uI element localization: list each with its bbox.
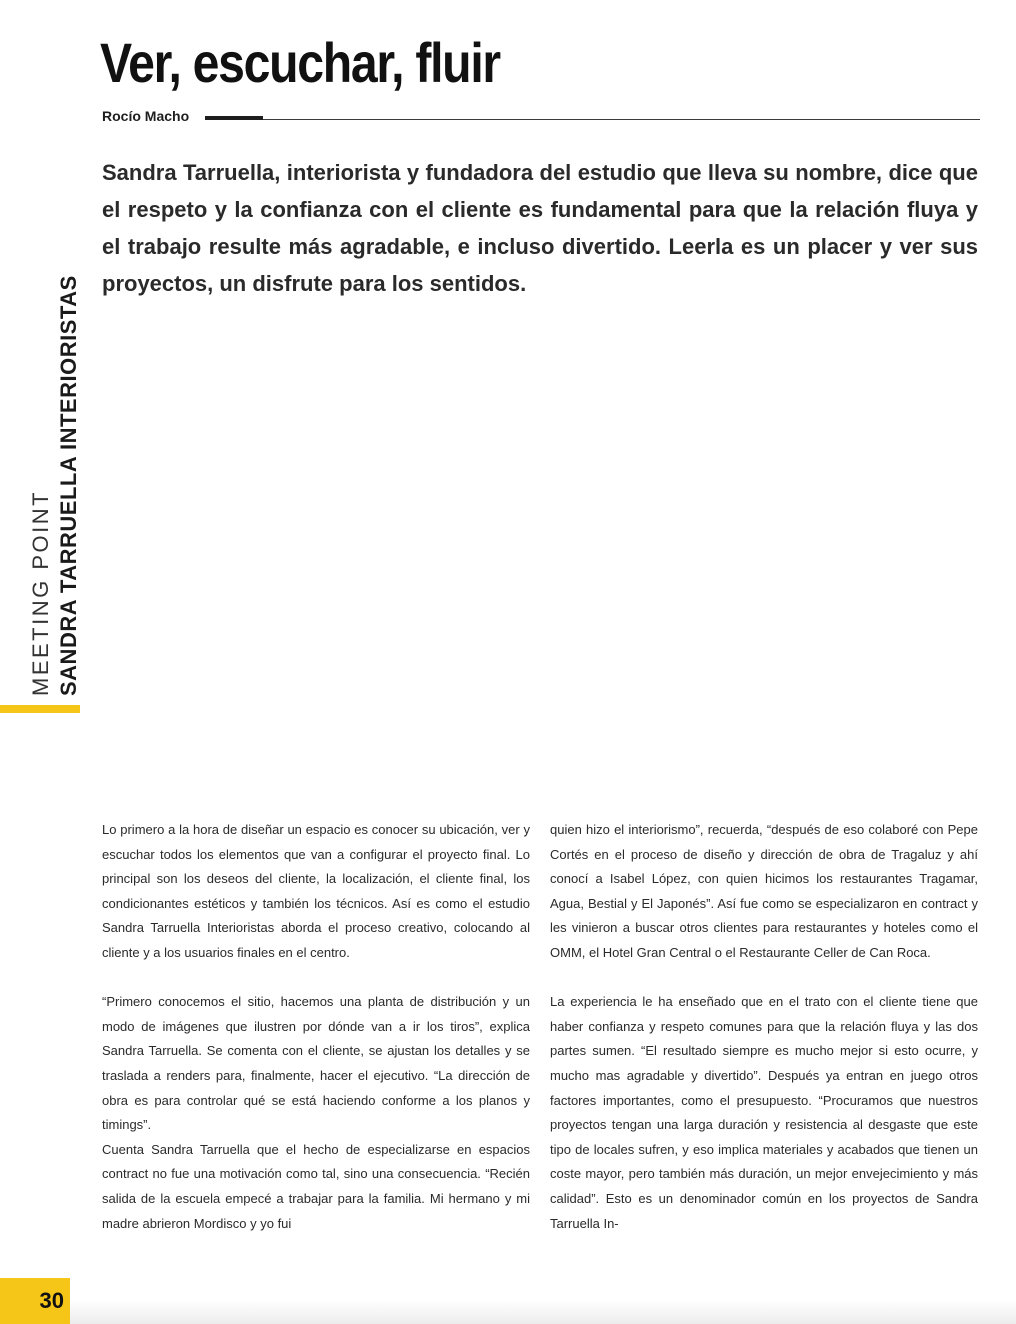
body-paragraph: La experiencia le ha enseñado que en el trato con el cliente tiene que haber confianza y respeto comunes para que la relación fluya y las dos partes sumen. “El resultado siempre es mucho mejor si esto ocurre, y mucho mas agradable y divertido”. Después ya entran en juego otros factores importantes, como el presupuesto. “Procuramos que nuestros proyectos tengan una larga duración y resistencia al desgaste que este tipo de locales sufren, y eso implica materiales y acabados que tienen un coste mayor, pero también más duración, un mejor envejecimiento y más calidad”. Esto es un denominador común en los proyectos de Sandra Tarruella In- [550, 994, 978, 1231]
body-paragraph: Cuenta Sandra Tarruella que el hecho de especializarse en espacios contract no fue una motivación como tal, sino una consecuencia. “Recién salida de la escuela empecé a trabajar para la familia. Mi hermano y mi madre abrieron Mordisco y yo fui [102, 1141, 530, 1231]
byline-rule-thin [263, 119, 980, 120]
article-title: Ver, escuchar, fluir [100, 31, 500, 94]
page-number: 30 [0, 1278, 70, 1324]
section-subject: SANDRA TARRUELLA INTERIORISTAS [56, 275, 81, 696]
lead-paragraph: Sandra Tarruella, interiorista y fundadora del estudio que lleva su nombre, dice que el respeto y la confianza con el cliente es fundamental para que la relación fluya y el trabajo resulte más agradable, e incluso divertido. Leerla es un placer y ver sus proyectos, un disfrute para los sentidos. [102, 160, 978, 296]
sidebar-accent-bar [0, 705, 80, 713]
body-paragraph: “Primero conocemos el sitio, hacemos una planta de distribución y un modo de imágenes que ilustren por dónde van a ir los tiros”, explica Sandra Tarruella. Se comenta con el cliente, se ajustan los detalles y se traslada a renders para, finalmente, hacer el ejecutivo. “La dirección de obra es para controlar qué se está haciendo conforme a los planos y timings”. [102, 994, 530, 1133]
byline-rule-thick [205, 116, 263, 120]
author-byline: Rocío Macho [102, 108, 190, 124]
page-bottom-shade [70, 1300, 1016, 1324]
body-column-left [102, 818, 530, 1236]
body-paragraph: Lo primero a la hora de diseñar un espacio es conocer su ubicación, ver y escuchar todos los elementos que van a configurar el proyecto final. Lo principal son los deseos del cliente, la localización, el cliente final, los condicionantes estéticos y también los técnicos. Así es como el estudio Sandra Tarruella Interioristas aborda el proceso creativo, colocando al cliente y a los usuarios finales en el centro. [102, 822, 530, 960]
body-paragraph: quien hizo el interiorismo”, recuerda, “después de eso colaboré con Pepe Cortés en el proceso de diseño y dirección de obra de Tragaluz y ahí conocí a Isabel López, con quien hicimos los restaurantes Tragamar, Agua, Bestial y El Japonés”. Así fue como se especializaron en contract y les vinieron a buscar otros clientes para restaurantes y hoteles como el OMM, el Hotel Gran Central o el Restaurante Celler de Can Roca. [550, 822, 978, 960]
section-label: MEETING POINT [28, 489, 53, 696]
section-sidebar [30, 275, 80, 696]
body-column-right [550, 818, 978, 1236]
